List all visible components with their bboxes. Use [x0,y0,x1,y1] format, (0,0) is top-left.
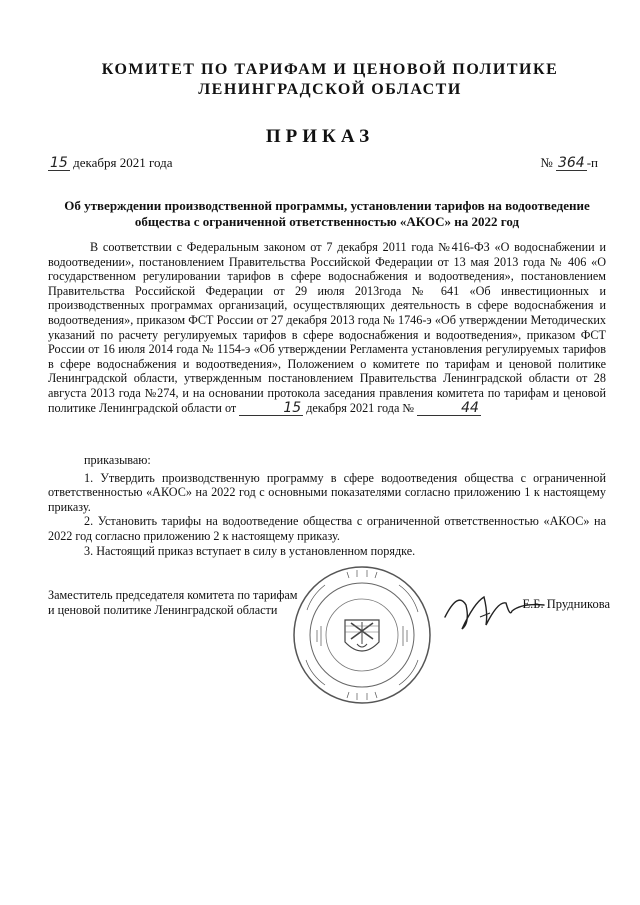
signatory-name: Е.Б. Прудникова [522,597,610,611]
order-item-2: 2. Установить тарифы на водоотведение общества с ограниченной ответственностью «АКОС» на 2022 год согласно приложению 2 к настоящему приказу. [48,514,606,543]
signatory-position-line1: Заместитель председателя комитета по тарифам [48,588,298,602]
protocol-number-handwritten: 44 [417,401,481,416]
document-date [48,155,172,171]
signatory-position-line2: и ценовой политике Ленинградской области [48,603,278,617]
document-number [540,155,598,171]
order-section [48,453,606,558]
preamble-paragraph [48,240,606,416]
protocol-date-text: декабря 2021 года № [306,400,415,415]
official-seal-stamp [287,560,437,710]
date-month-year: декабря 2021 года [73,155,173,170]
protocol-day-handwritten: 15 [239,401,303,416]
order-item-1: 1. Утвердить производственную программу в сфере водоотведения общества с ограниченной ответственностью «АКОС» на 2022 год с основными показателями согласно приложению 1 к настоящему приказу. [48,470,606,514]
number-handwritten: 364 [557,155,585,171]
order-item-3: 3. Настоящий приказ вступает в силу в установленном порядке. [84,543,416,558]
committee-name-line1: КОМИТЕТ ПО ТАРИФАМ И ЦЕНОВОЙ ПОЛИТИКЕ [101,61,559,78]
number-suffix: -п [586,155,598,170]
number-sign: № [540,155,553,170]
document-subject: Об утверждении производственной программы, установлении тарифов на водоотведение общества с ограниченной ответственностью «АКОС» на 2022 год [64,198,590,229]
preamble [48,240,606,416]
committee-name-line2: ЛЕНИНГРАДСКОЙ ОБЛАСТИ [198,81,462,98]
preamble-text: В соответствии с Федеральным законом от 7 декабря 2011 года №416-ФЗ «О водоснабжении и водоотведении», постановлением Правительства Российской Федерации от 13 мая 2013 года № 406 «О государственном регулировании тарифов в сфере водоснабжения и водоотведения», постановлением Правительства Российской Федерации от 29 июля 2013года № 641 «Об инвестиционных и производственных программах организаций, осуществляющих деятельность в сфере водоснабжения и водоотведения», приказом ФСТ России от 27 декабря 2013 года № 1746-э «Об утверждении Методических указаний по расчету регулируемых тарифов в сфере водоснабжения и водоотведения», приказом ФСТ России от 16 июля 2014 года № 1154-э «Об утверждении Регламента установления регулируемых тарифов в сфере водоснабжения и водоотведения», Положением о комитете по тарифам и ценовой политике Ленинградской области, утвержденным постановлением Правительства Ленинградской области от 28 августа 2013 года №274, и на основании протокола заседания правления комитета по тарифам и ценовой политике Ленинградской области от [48,240,606,415]
order-word: приказываю: [84,453,151,467]
document-type-title: ПРИКАЗ [265,126,375,147]
date-day-handwritten: 15 [50,155,68,171]
